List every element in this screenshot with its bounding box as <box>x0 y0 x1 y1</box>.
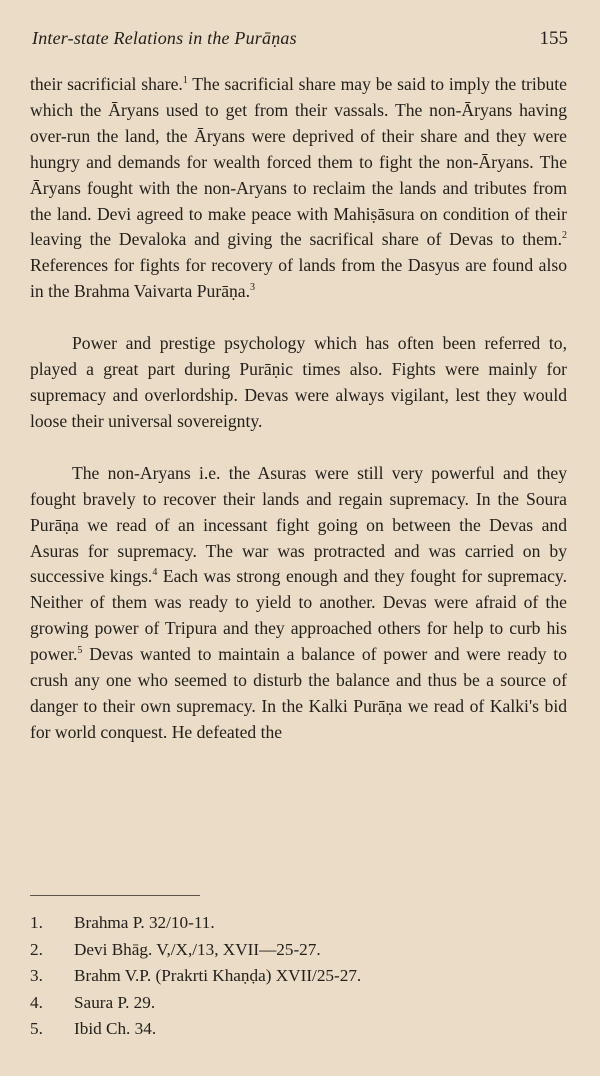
paragraph-text: The non-Aryans i.e. the Asuras were still very powerful and they fought bravely to recover their lands and regain supremacy. In the Soura Purāṇa we read of an incessant fight going on between the Devas and Asuras for supremacy. The war was protracted and was carried on by successive kings. <box>30 462 567 587</box>
paragraph-text: Devas wanted to maintain a balance of power and were ready to crush any one who seemed to disturb the balance and thus be a source of danger to their own supremacy. In the Kalki Purāṇa we read of Kalki's bid for world conquest. He defeated the <box>30 644 567 742</box>
footnote-text: Saura P. 29. <box>74 992 156 1012</box>
footnote-marker: 3 <box>250 282 256 294</box>
paragraph-text: Power and prestige psychology which has often been referred to, played a great part during Purāṇic times also. Fights were mainly for supremacy and overlordship. Devas were always vigilant, lest they would loose their universal sovereignty. <box>30 333 567 431</box>
paragraph-text: their sacrificial share. <box>30 74 183 94</box>
footnote-text: Brahm V.P. (Prakrti Khaṇḍa) XVII/25-27. <box>74 966 362 985</box>
page-number: 155 <box>539 28 568 49</box>
footnote-number: 1. <box>30 913 43 932</box>
footnote-marker: 2 <box>562 230 567 242</box>
page-header <box>32 28 568 54</box>
footnote-item <box>30 963 570 990</box>
footnotes <box>30 910 570 1043</box>
footnote-text: Brahma P. 32/10-11. <box>74 913 215 932</box>
body-text <box>30 72 567 746</box>
footnote-number: 4. <box>30 992 43 1012</box>
footnote-text: Devi Bhāg. V,/X,/13, XVII—25-27. <box>74 939 321 959</box>
paragraph-text: The sacrificial share may be said to imply the tribute which the Āryans used to get from their vassals. The non-Āryans having over-run the land, the Āryans were deprived of their share and they were hungry and demands for wealth forced them to fight the non-Āryans. The Āryans fought with the non-Aryans to reclaim the lands and tributes from the land. Devi agreed to make peace with Mahiṣāsura on condition of their leaving the Devaloka and giving the sacrifical share of Devas to them. <box>30 74 567 250</box>
footnote-number: 3. <box>30 966 43 985</box>
footnote-marker: 5 <box>77 645 83 657</box>
footnote-text: Ibid Ch. 34. <box>74 1019 157 1038</box>
paragraph-text: Each was strong enough and they fought for supremacy. Neither of them was ready to yield to another. Devas were afraid of the growing power of Tripura and they approached others for help to curb his power. <box>30 566 567 665</box>
paragraph <box>30 72 567 305</box>
footnote-divider <box>30 895 200 896</box>
footnote-marker: 1 <box>182 75 188 86</box>
paragraph <box>30 461 567 746</box>
footnote-item <box>30 990 570 1017</box>
footnote-item <box>30 910 570 937</box>
running-title: Inter-state Relations in the Purāṇas <box>32 28 297 48</box>
paragraph <box>30 331 567 435</box>
footnote-number: 2. <box>30 939 43 959</box>
footnote-item <box>30 1016 570 1043</box>
footnote-marker: 4 <box>152 567 158 579</box>
footnote-item <box>30 937 570 964</box>
footnote-number: 5. <box>30 1019 43 1038</box>
paragraph-text: References for fights for recovery of lands from the Dasyus are found also in the Brahma Vaivarta Purāṇa. <box>30 255 567 302</box>
